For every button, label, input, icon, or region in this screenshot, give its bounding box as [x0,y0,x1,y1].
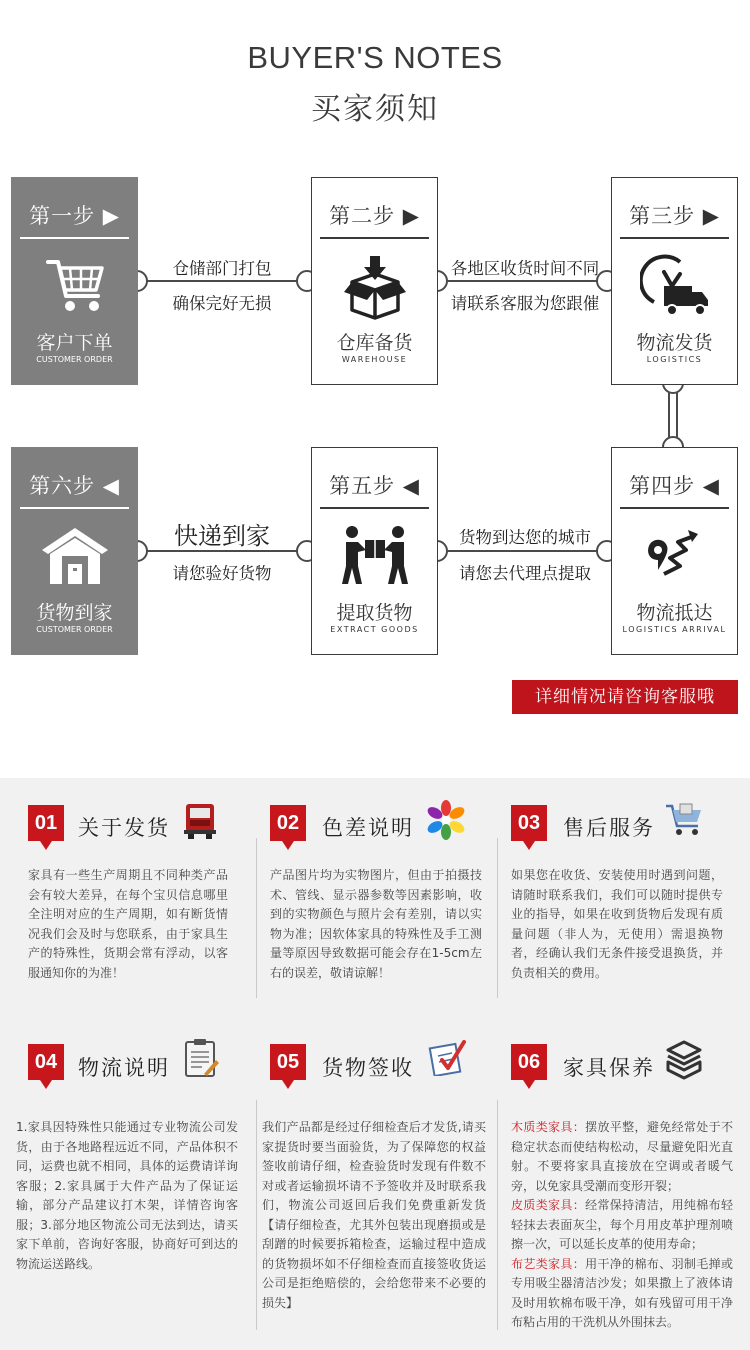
note-title: 色差说明 [322,816,414,840]
connector-line-4-5 [437,550,613,552]
care-label-wood: 木质类家具： [511,1120,586,1134]
care-label-leather: 皮质类家具： [511,1198,586,1212]
note-text: 产品图片均为实物图片，但由于拍摄技术、管线、显示器参数等因素影响，收到的实物颜色与照片会有差别，请以实物为准；因软体家具的特殊性及手工测量等原因导致数据可能会存在1-5cm左右的误差，敬请谅解！ [270,868,482,980]
connector-text-5-6-a: 快递到家 [174,522,270,550]
delivery-truck-icon [640,252,710,322]
note-text: 如果您在收货、安装使用时遇到问题，请随时联系我们，我们可以随时提供专业的指导，如果在收到货物后发现有质量问题（非人为，无使用）需退换物者，经确认我们无条件接受退换货，并负责相关的费用。 [511,868,723,980]
step-2-card [311,177,438,385]
shopping-cart-icon [40,252,110,322]
note-number-badge: 03 [511,805,547,841]
note-number-badge: 04 [28,1044,64,1080]
connector-text-5-6-b: 请您验好货物 [172,564,272,583]
step-name: 物流发货 [636,332,713,354]
step-4-card [611,447,738,655]
boxes-icon [664,1040,704,1080]
note-title: 物流说明 [78,1056,170,1080]
step-name-en: WAREHOUSE [341,355,408,364]
clipboard-icon [180,1038,220,1078]
divider [497,1100,498,1330]
step-3-card [611,177,738,385]
divider [620,237,729,239]
divider [320,507,429,509]
divider [20,507,129,509]
page-title-cn: 买家须知 [311,92,439,127]
cart-service-icon [664,800,704,840]
people-carrying-box-icon [340,522,410,592]
note-text: 我们产品都是经过仔细检查后才发货,请买家提货时要当面验货，为了保障您的权益签收前请仔细，检查验货时发现有件数不对或者运输损坏请不予签收并及时联系我们，物流公司返回后我们免费重新发货【请仔细检查，尤其外包装出现磨损或是刮蹭的时候要拆箱检查，运输过程中造成的货物损坏如不仔细检查而直接签收货运公司是拒绝赔偿的，会给您带来不必要的损失】 [262,1120,486,1310]
step-1-card [11,177,138,385]
care-label-fabric: 布艺类家具： [511,1256,586,1271]
location-route-icon [640,522,710,592]
care-text-leather: 经常保持清洁，用纯棉布轻轻抹去表面灰尘，每个月用皮革护理剂喷擦一次，可以延长皮革的使用寿命； [511,1198,733,1251]
note-title: 售后服务 [563,816,655,840]
connector-text-1-2-b: 确保完好无损 [172,294,272,313]
care-text-fabric: 用干净的棉布、羽制毛掸或专用吸尘器清洁沙发；如果撒上了液体请及时用软棉布吸干净，如有残留可用干净布粘占用的干洗机从外围抹去。 [511,1256,733,1329]
page-title-en: BUYER'S NOTES [247,40,503,75]
note-number-badge: 01 [28,805,64,841]
step-name: 提取货物 [336,602,413,624]
connector-text-4-5-a: 货物到达您的城市 [459,528,591,547]
step-name-en: LOGISTICS ARRIVAL [622,625,727,634]
note-number-badge: 05 [270,1044,306,1080]
note-title: 家具保养 [563,1056,655,1080]
divider [256,1100,257,1330]
note-text: 家具有一些生产周期且不同种类产品会有较大差异，在每个宝贝信息哪里全注明对应的生产周期，如有断货情况我们会及时与您联系，由于家具生产的特殊性，货期会常有浮动，以客服通知你的为准！ [28,868,228,980]
step-title: 第四步 ◀ [629,474,720,498]
step-title: 第二步 ▶ [329,204,420,228]
note-title: 关于发货 [78,816,170,840]
step-name: 物流抵达 [636,602,713,624]
step-title: 第一步 ▶ [29,204,120,228]
step-title: 第三步 ▶ [629,204,720,228]
consult-customer-service-button[interactable]: 详细情况请咨询客服哦 [512,680,738,714]
step-title: 第六步 ◀ [29,474,120,498]
note-number-badge: 06 [511,1044,547,1080]
divider [620,507,729,509]
step-name-en: LOGISTICS [646,355,703,364]
step-name-en: CUSTOMER ORDER [36,355,113,364]
divider [497,838,498,998]
step-name-en: CUSTOMER ORDER [36,625,113,634]
box-icon [340,252,410,322]
color-palette-icon [426,800,466,840]
divider [20,237,129,239]
step-name-en: EXTRACT GOODS [330,625,419,634]
connector-line-1-2 [136,280,314,282]
step-name: 客户下单 [36,332,113,354]
care-text-wood: 摆放平整，避免经常处于不稳定状态而使结构松动，尽量避免阳光直射。不要将家具直接放在空调或者暖气旁，以免家具受潮而变形开裂； [511,1120,733,1193]
note-text: 1.家具因特殊性只能通过专业物流公司发货，由于各地路程远近不同，产品体积不同，运费也就不相同，具体的运费请详询客服；2.家具属于大件产品为了保证运输，部分产品建议打木架，详情咨询客服；3.部分地区物流公司无法到达，请买家下单前，咨询好客服，协商好可到达的物流运送路线。 [16,1120,238,1271]
note-title: 货物签收 [322,1056,414,1080]
step-name: 货物到家 [36,602,113,624]
divider [320,237,429,239]
step-title: 第五步 ◀ [329,474,420,498]
step-6-card [11,447,138,655]
connector-line-2-3 [437,280,613,282]
connector-text-1-2-a: 仓储部门打包 [172,259,272,278]
connector-text-4-5-b: 请您去代理点提取 [459,564,591,583]
step-5-card [311,447,438,655]
step-name: 仓库备货 [336,332,413,354]
checklist-icon [428,1036,468,1076]
note-text-care [511,1118,733,1333]
connector-text-2-3-b: 请联系客服为您跟催 [450,294,600,313]
divider [256,838,257,998]
home-warehouse-icon [40,522,110,592]
note-number-badge: 02 [270,805,306,841]
fire-truck-icon [180,800,220,840]
connector-text-2-3-a: 各地区收货时间不同 [450,259,600,278]
